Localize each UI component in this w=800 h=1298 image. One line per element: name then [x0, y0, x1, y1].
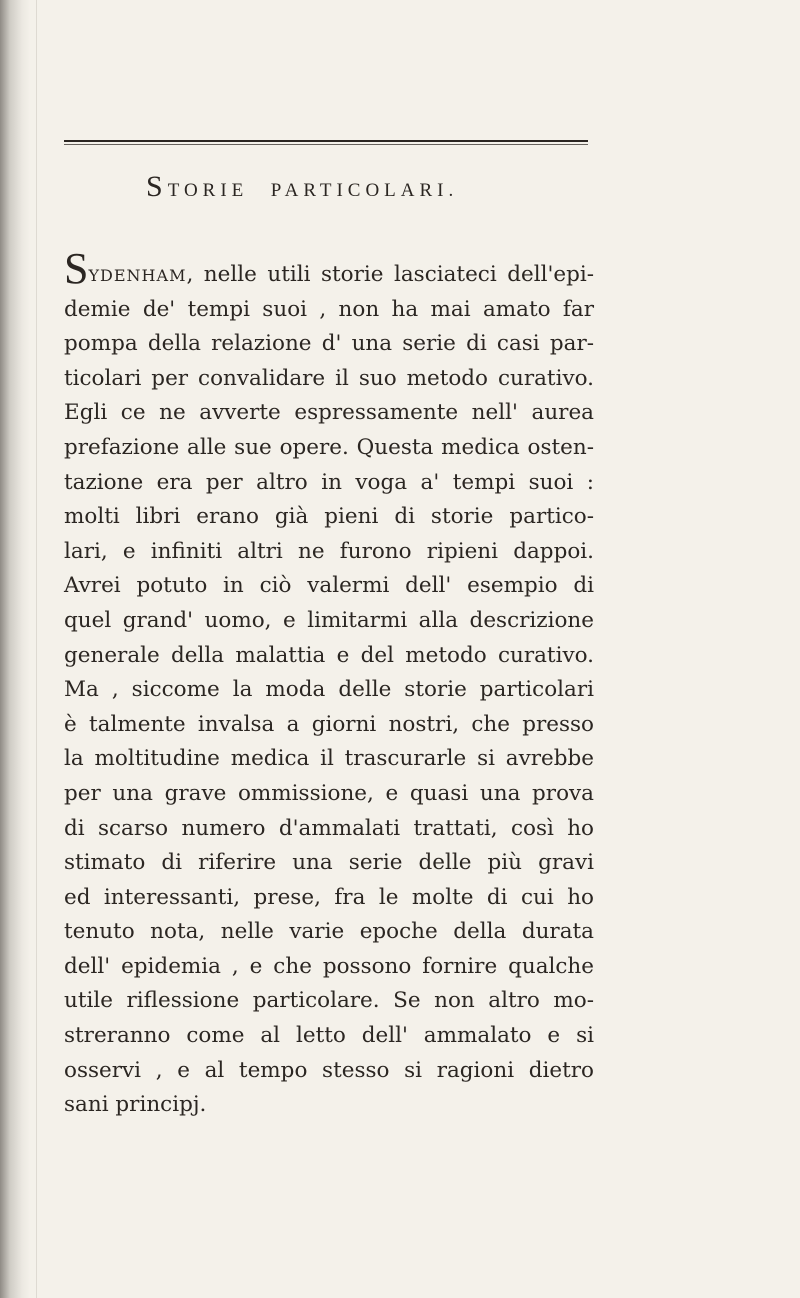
- text-line: prefazione alle sue opere. Questa medica osten-: [64, 434, 594, 460]
- text-line: utile riflessione particolare. Se non altro mo-: [64, 988, 594, 1014]
- text-line: generale della malattia e del metodo curativo.: [64, 642, 594, 668]
- heading-word-2: PARTICOLARI.: [270, 180, 459, 201]
- text-line: molti libri erano già pieni di storie partico-: [64, 504, 594, 530]
- header-rule-thin: [64, 144, 588, 145]
- text-line: Egli ce ne avverte espressamente nell' aurea: [64, 400, 594, 426]
- text-line: Avrei potuto in ciò valermi dell' esempio di: [64, 573, 594, 599]
- line-1-text: , nelle utili storie lasciateci dell'epi-: [186, 262, 594, 287]
- body-text: [64, 244, 594, 1123]
- text-line: Ma , siccome la moda delle storie particolari: [64, 677, 594, 703]
- text-line: ed interessanti, prese, fra le molte di cui ho: [64, 884, 594, 910]
- book-gutter-shadow: [0, 0, 30, 1298]
- heading-word-1: TORIE: [167, 180, 249, 201]
- text-line: è talmente invalsa a giorni nostri, che presso: [64, 711, 594, 737]
- text-line: tazione era per altro in voga a' tempi suoi :: [64, 469, 594, 495]
- gutter-line: [36, 0, 37, 1298]
- text-line: per una grave ommissione, e quasi una prova: [64, 780, 594, 806]
- section-heading: [146, 170, 566, 204]
- text-line: demie de' tempi suoi , non ha mai amato far: [64, 296, 594, 322]
- text-line: quel grand' uomo, e limitarmi alla descrizione: [64, 607, 594, 633]
- text-line-1: [64, 244, 594, 293]
- text-line: osservi , e al tempo stesso si ragioni dietro: [64, 1057, 594, 1083]
- text-line: stimato di riferire una serie delle più gravi: [64, 850, 594, 876]
- heading-initial: S: [146, 170, 168, 203]
- lead-smallcaps: YDENHAM: [88, 266, 187, 285]
- text-line: lari, e infiniti altri ne furono ripieni dappoi.: [64, 538, 594, 564]
- text-line: dell' epidemia , e che possono fornire qualche: [64, 953, 594, 979]
- drop-cap: S: [64, 244, 89, 293]
- text-line: pompa della relazione d' una serie di casi par-: [64, 331, 594, 357]
- text-line: tenuto nota, nelle varie epoche della durata: [64, 919, 594, 945]
- text-line: di scarso numero d'ammalati trattati, così ho: [64, 815, 594, 841]
- text-line-last: sani principj.: [64, 1092, 207, 1118]
- text-line: streranno come al letto dell' ammalato e si: [64, 1023, 594, 1049]
- header-rule: [64, 140, 588, 142]
- text-line: la moltitudine medica il trascurarle si avrebbe: [64, 746, 594, 772]
- text-line: ticolari per convalidare il suo metodo curativo.: [64, 365, 594, 391]
